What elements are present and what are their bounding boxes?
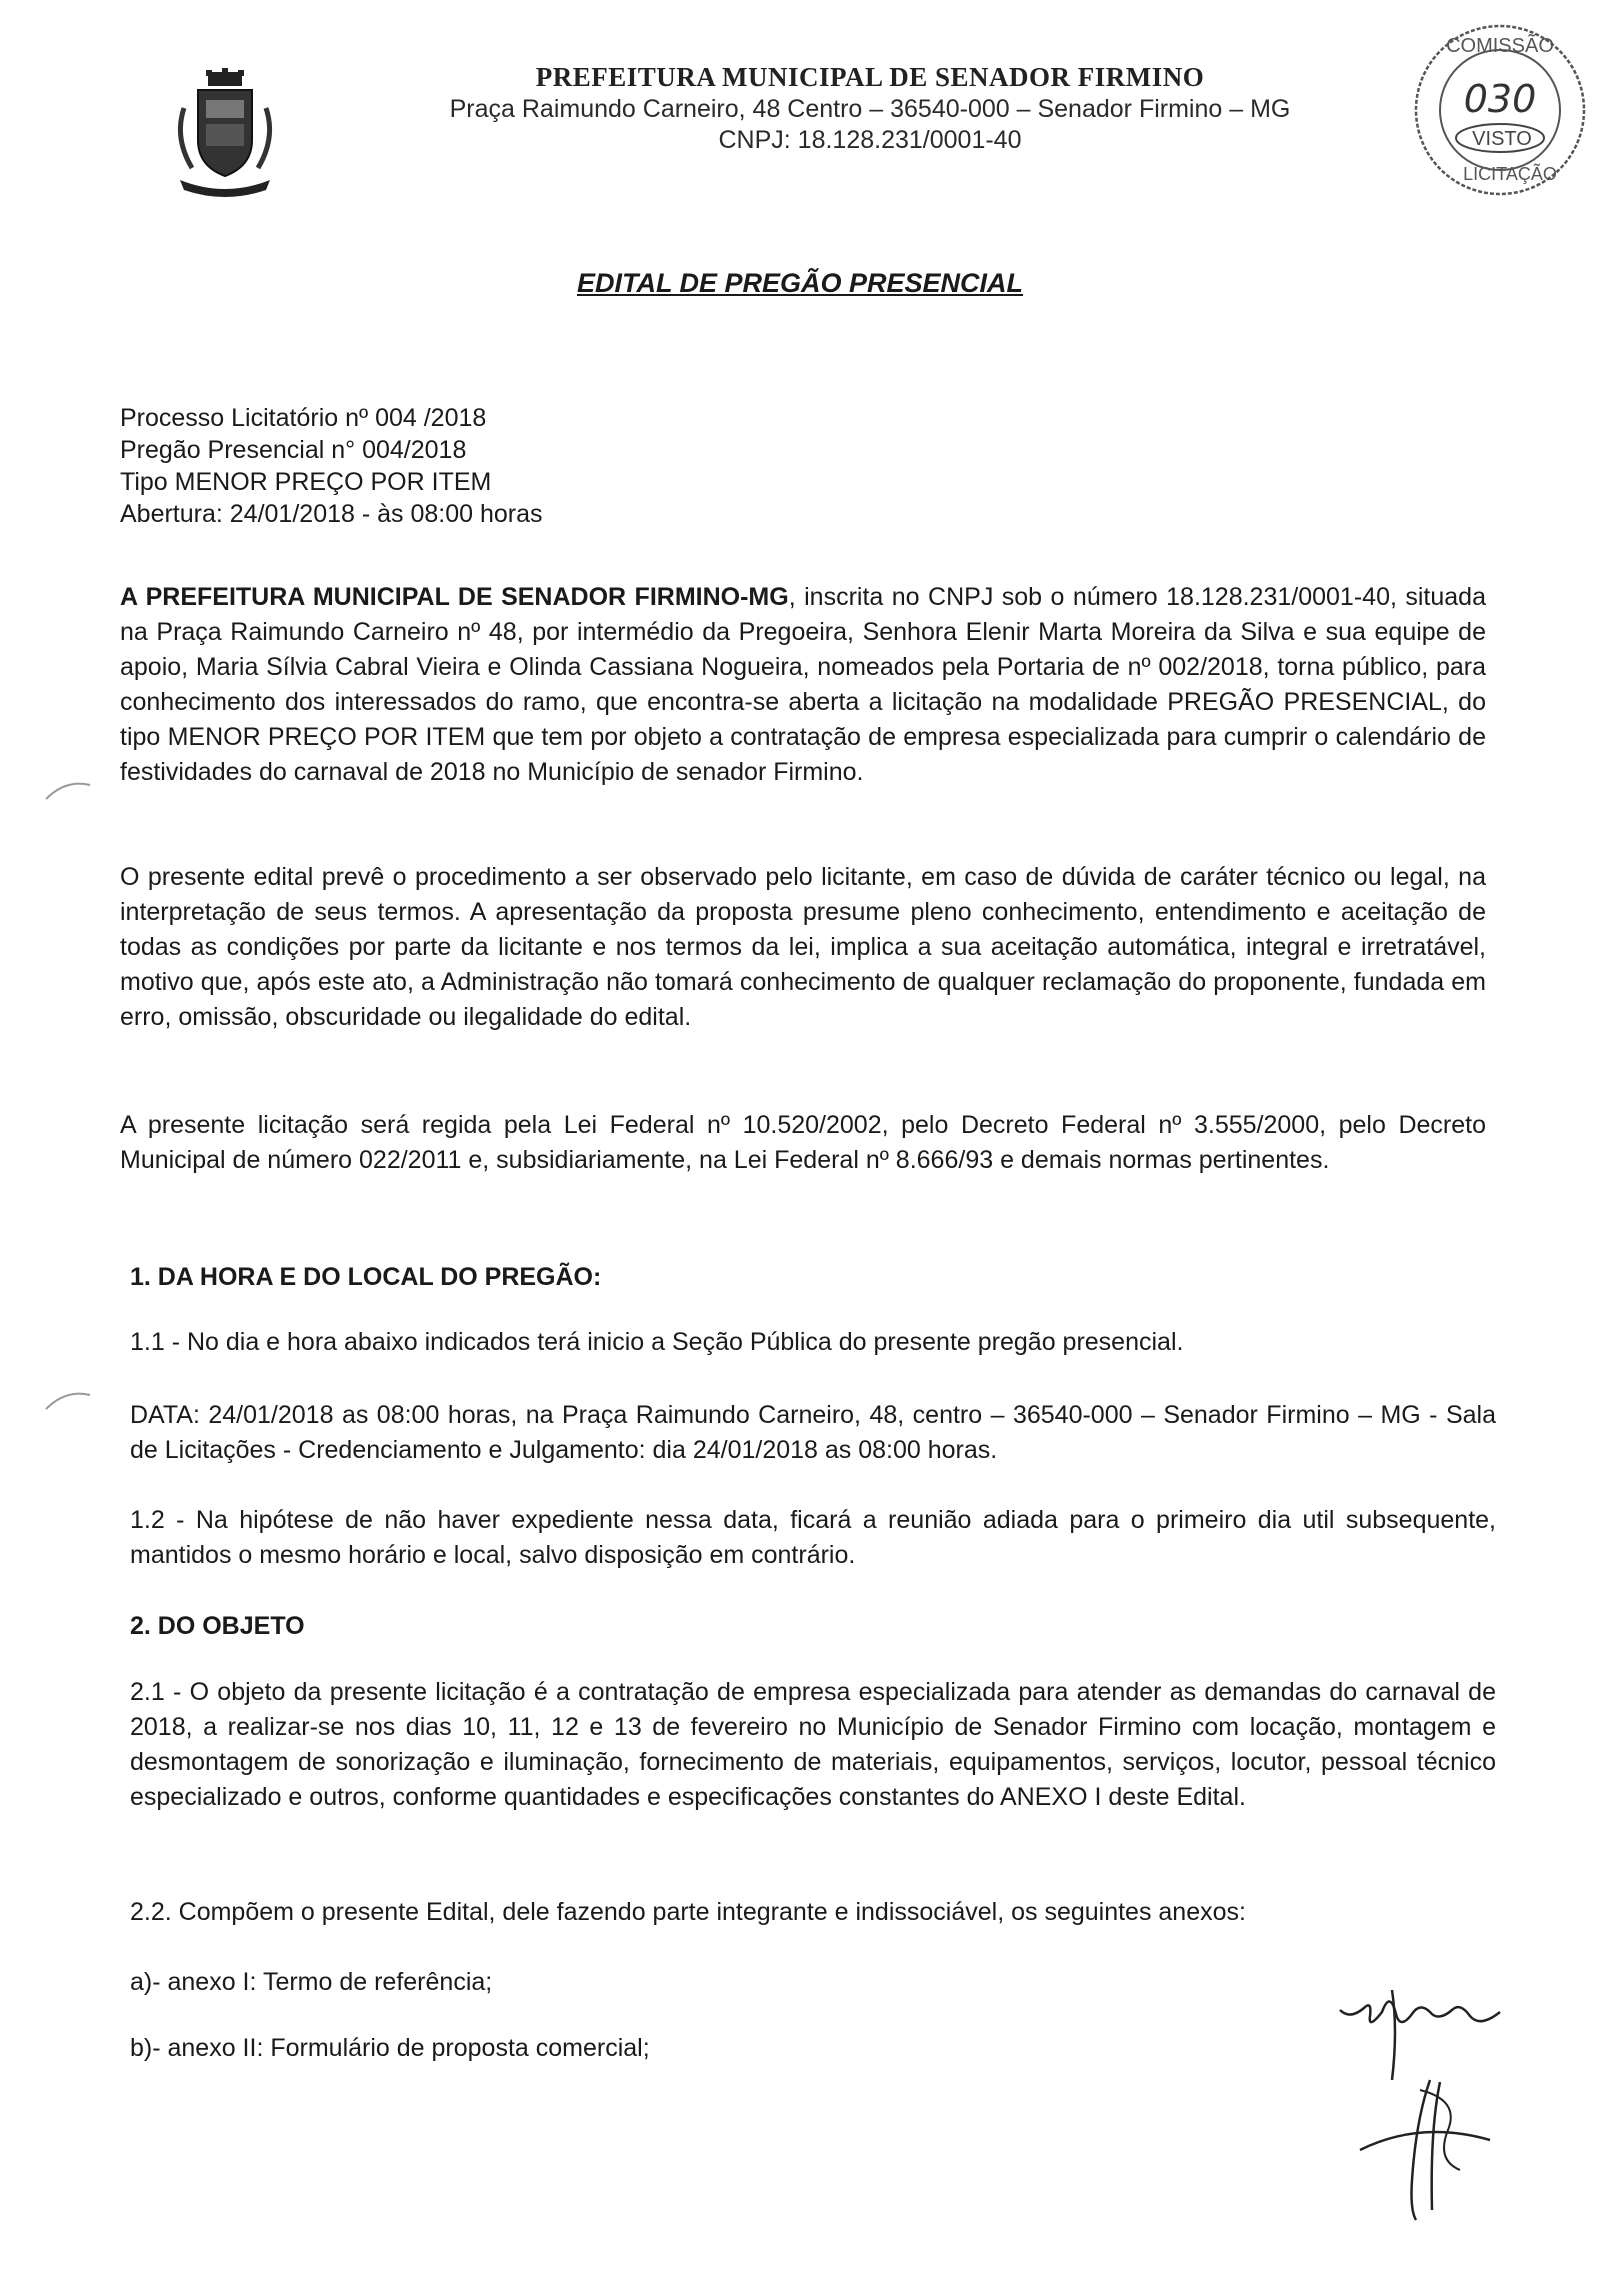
margin-mark (42, 1385, 102, 1415)
document-title: EDITAL DE PREGÃO PRESENCIAL (576, 268, 1024, 298)
handwritten-signature (1320, 1970, 1520, 2230)
stamp-bottom-text: LICITAÇÃO (1463, 164, 1557, 184)
intro-text: , inscrita no CNPJ sob o número 18.128.231/0001-40, situada na Praça Raimundo Carneiro nº 48, por intermédio da Pregoeira, Senhora Elenir Marta Moreira da Silva e sua equipe de apoio, Maria Sílvia Cabral Vieira e Olinda Cassiana Nogueira, nomeados pela Portaria de nº 002/2018, torna público, para conhecimento dos interessados do ramo, que encontra-se aberta a licitação na modalidade PREGÃO PRESENCIAL, do tipo MENOR PREÇO POR ITEM que tem por objeto a contratação de empresa especializada para cumprir o calendário de festividades do carnaval de 2018 no Município de senador Firmino. (120, 583, 1486, 786)
margin-mark (42, 775, 102, 805)
intro-org-bold: A PREFEITURA MUNICIPAL DE SENADOR FIRMINO-MG (120, 583, 789, 611)
org-address: Praça Raimundo Carneiro, 48 Centro – 36540-000 – Senador Firmino – MG (449, 95, 1291, 123)
session-date-paragraph: DATA: 24/01/2018 as 08:00 horas, na Praça Raimundo Carneiro, 48, centro – 36540-000 – Senador Firmino – MG - Sala de Licitações - Credenciamento e Julgamento: dia 24/01/2018 as 08:00 horas. (130, 1401, 1496, 1464)
commission-stamp (1410, 20, 1590, 200)
org-cnpj: CNPJ: 18.128.231/0001-40 (718, 126, 1022, 154)
item-1-1: 1.1 - No dia e hora abaixo indicados terá inicio a Seção Pública do presente pregão presencial. (130, 1328, 1184, 1356)
procedure-paragraph: O presente edital prevê o procedimento a ser observado pelo licitante, em caso de dúvida de caráter técnico ou legal, na interpretação de seus termos. A apresentação da proposta presume pleno conhecimento, entendimento e aceitação de todas as condições por parte da licitante e nos termos da lei, implica a sua aceitação automática, integral e irretratável, motivo que, após este ato, a Administração não tomará conhecimento de qualquer reclamação do proponente, fundada em erro, omissão, obscuridade ou ilegalidade do edital. (120, 863, 1486, 1031)
section-2-heading: 2. DO OBJETO (130, 1612, 305, 1640)
stamp-top-text: COMISSÃO (1446, 35, 1554, 57)
annex-b: b)- anexo II: Formulário de proposta comercial; (130, 2034, 650, 2062)
stamp-number: 030 (1463, 77, 1537, 121)
process-number: Processo Licitatório nº 004 /2018 (120, 404, 487, 432)
item-2-2: 2.2. Compõem o presente Edital, dele fazendo parte integrante e indissociável, os seguintes anexos: (130, 1898, 1246, 1926)
letterhead (390, 62, 1350, 155)
annex-a: a)- anexo I: Termo de referência; (130, 1968, 493, 1996)
section-1-heading: 1. DA HORA E DO LOCAL DO PREGÃO: (130, 1263, 602, 1291)
item-1-2: 1.2 - Na hipótese de não haver expediente nessa data, ficará a reunião adiada para o primeiro dia util subsequente, mantidos o mesmo horário e local, salvo disposição em contrário. (130, 1506, 1496, 1569)
item-2-1: 2.1 - O objeto da presente licitação é a contratação de empresa especializada para atender as demandas do carnaval de 2018, a realizar-se nos dias 10, 11, 12 e 13 de fevereiro no Município de Senador Firmino com locação, montagem e desmontagem de sonorização e iluminação, fornecimento de materiais, equipamentos, serviços, locutor, pessoal técnico especializado e outros, conforme quantidades e especificações constantes do ANEXO I deste Edital. (130, 1678, 1496, 1811)
stamp-visto: VISTO (1472, 128, 1532, 150)
org-name: PREFEITURA MUNICIPAL DE SENADOR FIRMINO (535, 62, 1205, 92)
bid-type: Tipo MENOR PREÇO POR ITEM (120, 468, 492, 496)
legal-basis-paragraph: A presente licitação será regida pela Lei Federal nº 10.520/2002, pelo Decreto Federal nº 3.555/2000, pelo Decreto Municipal de número 022/2011 e, subsidiariamente, na Lei Federal nº 8.666/93 e demais normas pertinentes. (120, 1111, 1486, 1174)
process-metadata (120, 402, 543, 530)
pregao-number: Pregão Presencial n° 004/2018 (120, 436, 467, 464)
opening-date: Abertura: 24/01/2018 - às 08:00 horas (120, 500, 543, 528)
intro-paragraph (120, 580, 1486, 790)
coat-of-arms-logo (170, 68, 280, 198)
